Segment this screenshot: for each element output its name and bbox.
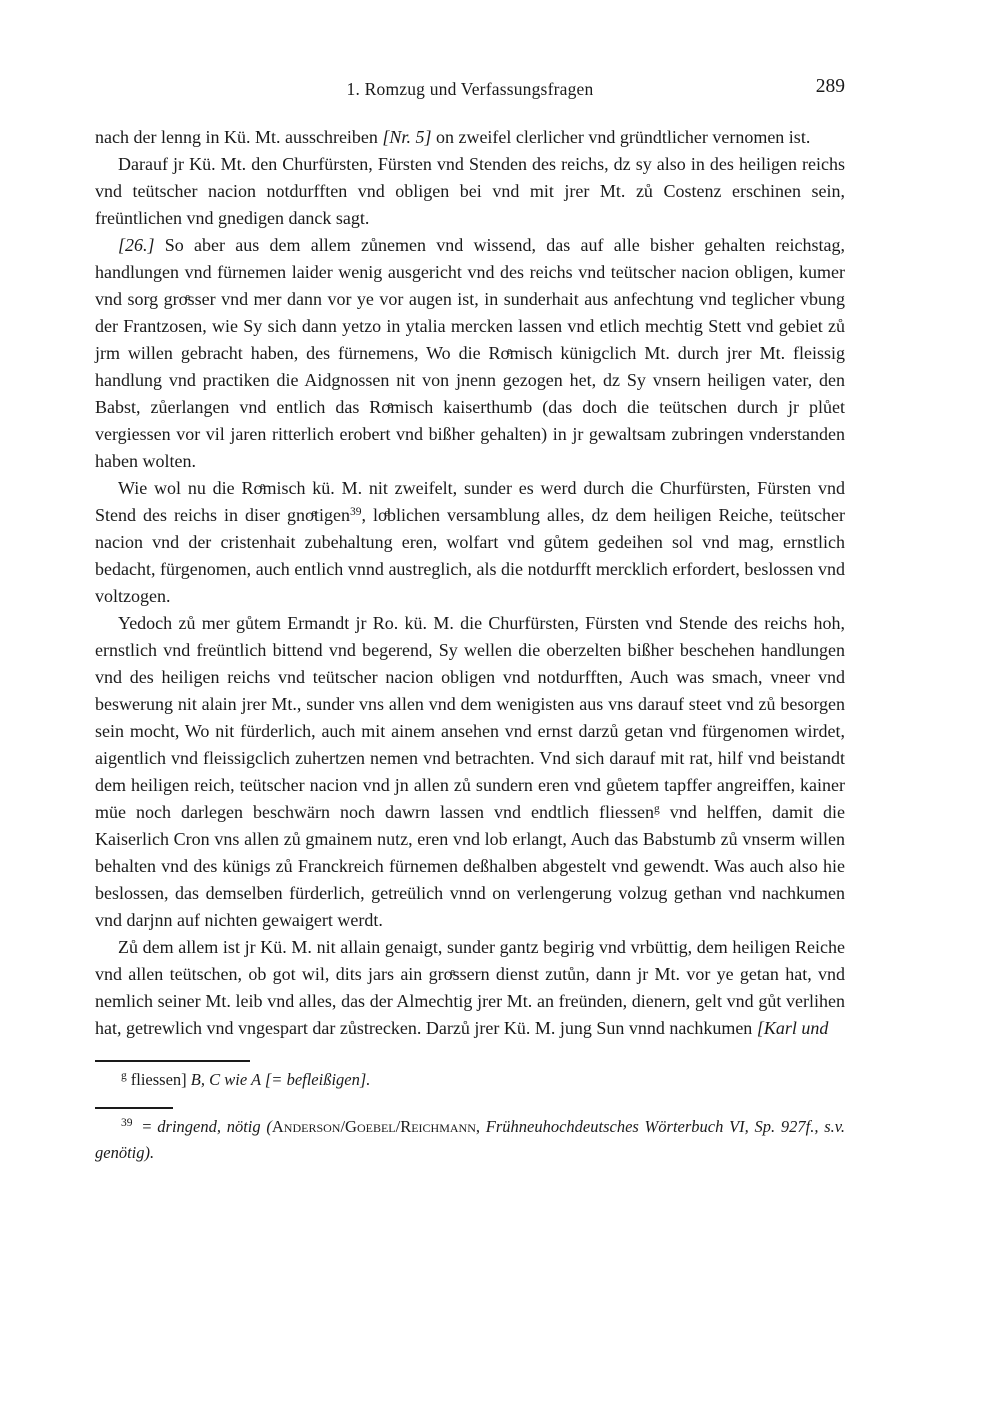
text-segment: [Karl und: [756, 1018, 829, 1038]
text-segment: Anderson/Goebel/Reichmann: [271, 1117, 476, 1136]
footnotes: [95, 1060, 845, 1166]
text-segment: B, C wie A [= befleißigen].: [190, 1070, 371, 1089]
text-segment: ,: [475, 1117, 486, 1136]
footnote-commentary: [95, 1114, 845, 1166]
footnote-marker: g: [121, 1070, 127, 1082]
text-segment: dringend, nötig (: [157, 1117, 272, 1136]
text-segment: Zů dem allem ist jr Kü. M. nit allain genaigt, sunder gantz begirig vnd vrbüttig, dem heiligen Reiche vnd allen teütschen, ob got wil, dits jars ain groͤssern dienst zutůn, dann jr Mt. vor ye getan hat, vnd nemlich seiner Mt. leib vnd alles, das der Almechtig jrer Mt. an freünden, dienern, gelt vnd gůt verlihen hat, getrewlich vnd vngespart dar zůstrecken. Darzů jrer Kü. M. jung Sun vnnd nachkumen: [95, 937, 845, 1038]
footnote-marker: 39: [121, 1117, 133, 1129]
paragraph: [95, 124, 845, 151]
text-segment: [26.]: [118, 235, 155, 255]
paragraph: [95, 151, 845, 232]
page-header: [95, 78, 845, 100]
footnote-separator-apparatus: [95, 1060, 250, 1062]
footnote-reference: 39: [350, 506, 362, 518]
paragraph: [95, 232, 845, 475]
footnote-separator-commentary: [95, 1107, 173, 1109]
paragraph: [95, 610, 845, 934]
text-segment: Frühneuhochdeutsches Wörterbuch VI, Sp. 927f., s.v. genötig).: [95, 1117, 845, 1162]
paragraph: [95, 934, 845, 1042]
running-title: 1. Romzug und Verfassungsfragen: [346, 79, 594, 99]
text-segment: nach der lenng in Kü. Mt. ausschreiben: [95, 127, 383, 147]
text-segment: , loͤblichen versamblung alles, dz dem heiligen Reiche, teütscher nacion vnd der cristenhait zubehaltung eren, wolfart vnd gůtem gedeihen sol vnd mag, ernstlich bedacht, fürgenomen, auch entlich vnnd austreglich, als die notdurfft mercklich erfordert, beslossen vnd voltzogen.: [95, 505, 845, 606]
text-segment: fliessen]: [130, 1070, 191, 1089]
text-segment: Wie wol nu die Roͤmisch kü. M. nit zweifelt, sunder es werd durch die Churfürsten, Fürsten vnd Stend des reichs in diser gnoͤtigen: [95, 478, 845, 525]
text-segment: [Nr. 5]: [382, 127, 432, 147]
footnote-reference: g: [654, 803, 660, 815]
text-segment: on zweifel clerlicher vnd gründtlicher vernomen ist.: [431, 127, 811, 147]
body-text: [95, 124, 845, 1042]
text-segment: Yedoch zů mer gůtem Ermandt jr Ro. kü. M. die Churfürsten, Fürsten vnd Stende des reichs hoh, ernstlich vnd freüntlich bittend vnd begerend, Sy wellen die oberzelten bißher beschehen handlungen vnd des heiligen reichs vnd teütscher nacion obligen vnd notdurfften, Auch was smach, vneer vnd beswerung nit alain jrer Mt., sunder vns allen vnd dem wenigisten aus vns darauf steet vnd zů besorgen sein mocht, Wo nit fürderlich, auch mit ainem ansehen vnd ernst darzů getan vnd fürgenomen wirdet, aigentlich vnd fleissigclich zuhertzen nemen vnd betrachten. Vnd sich darauf mit rat, hilf vnd beistandt dem heiligen reich, teütscher nacion vnd jn allen zů sundern eren vnd gůetem tapffer angreiffen, kainer müe noch darlegen beschwärn noch dawrn lassen vnd endtlich fliessen: [95, 613, 845, 822]
text-segment: So aber aus dem allem zůnemen vnd wissend, das auf alle bisher gehalten reichstag, handlungen vnd fürnemen laider wenig ausgericht vnd des reichs vnd teütscher nacion obligen, kumer vnd sorg groͤsser vnd mer dann vor ye vor augen ist, in sunderhait aus anfechtung vnd teglicher vbung der Frantzosen, wie Sy sich dann yetzo in ytalia mercken lassen vnd etlich mechtig Stett vnd gebiet zů jrm willen gebracht haben, des fürnemens, Wo die Roͤmisch künigclich Mt. durch jrer Mt. fleissig handlung vnd practiken die Aidgnossen nit von jnenn gezogen het, dz Sy vnsern heiligen vater, den Babst, zůerlangen vnd entlich das Roͤmisch kaiserthumb (das doch die teütschen durch jr plůet vergiessen vor vil jaren ritterlich erobert vnd bißher gehalten) in jr gewaltsam zubringen vnderstanden haben wolten.: [95, 235, 845, 471]
page-number: 289: [815, 76, 845, 97]
text-segment: =: [136, 1117, 158, 1136]
text-segment: vnd helffen, damit die Kaiserlich Cron vns allen zů gmainem nutz, eren vnd lob erlangt, Auch das Babstumb zů vnserm willen behalten vnd des künigs zů Franckreich fürnemen deßhalben abgestelt vnd gewendt. Was auch also hie beslossen, das demselben fürderlich, getreülich vnnd on verlengerung volzug gethan vnd nachkumen vnd darjnn auf nichten gewaigert werdt.: [95, 802, 845, 930]
footnote-apparatus: [95, 1067, 845, 1093]
text-segment: Darauf jr Kü. Mt. den Churfürsten, Fürsten vnd Stenden des reichs, dz sy also in des heiligen reichs vnd teütscher nacion notdurfften vnd obligen bei vnd mit jrer Mt. zů Costenz erschinen sein, freüntlichen vnd gnedigen danck sagt.: [95, 154, 845, 228]
paragraph: [95, 475, 845, 610]
